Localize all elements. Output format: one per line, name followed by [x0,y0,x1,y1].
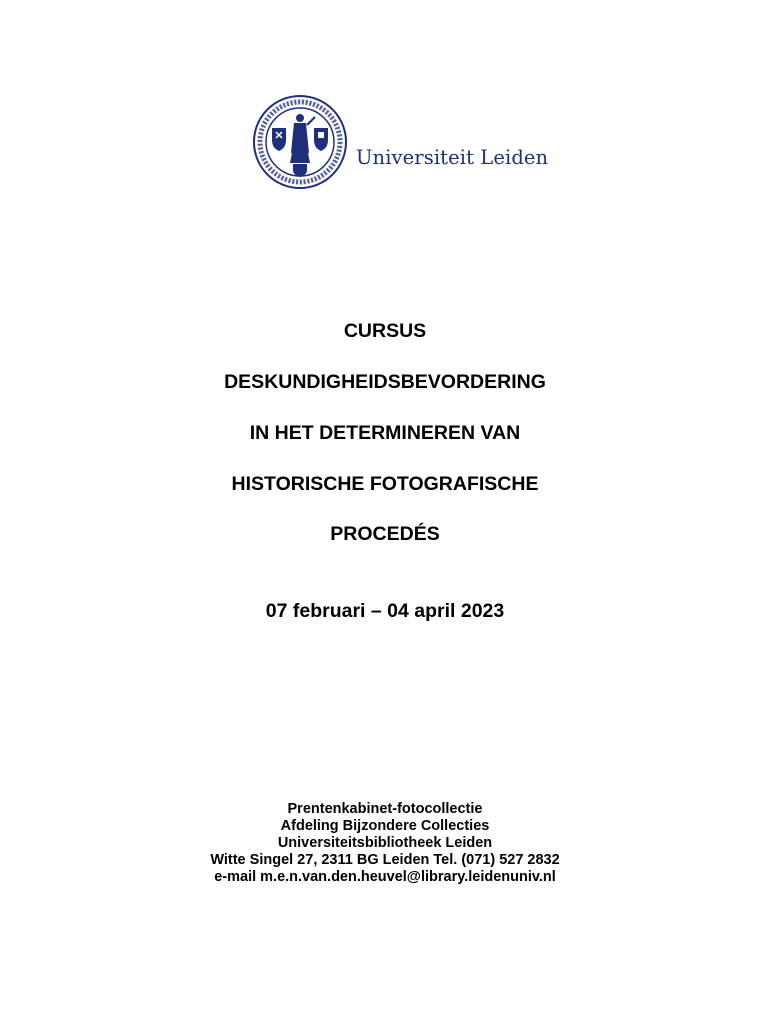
footer-division: Afdeling Bijzondere Collecties [280,818,490,834]
title-line-1: CURSUS [343,320,427,342]
university-logo [252,94,549,190]
institution-name: Universiteit Leiden [356,146,549,169]
course-dates: 07 februari – 04 april 2023 [265,600,505,622]
footer-email: e-mail m.e.n.van.den.heuvel@library.leidenuniv.nl [214,869,556,885]
contact-block [0,801,770,886]
title-line-2: DESKUNDIGHEIDSBEVORDERING [224,371,546,393]
footer-address-phone: Witte Singel 27, 2311 BG Leiden Tel. (071) 527 2832 [210,852,560,868]
title-line-5: PROCEDÉS [330,523,440,545]
title-line-3: IN HET DETERMINEREN VAN [249,422,521,444]
footer-library: Universiteitsbibliotheek Leiden [277,835,493,851]
footer-department: Prentenkabinet-fotocollectie [287,801,483,817]
leiden-university-seal-icon [252,94,348,190]
title-line-4: HISTORISCHE FOTOGRAFISCHE [231,473,539,495]
